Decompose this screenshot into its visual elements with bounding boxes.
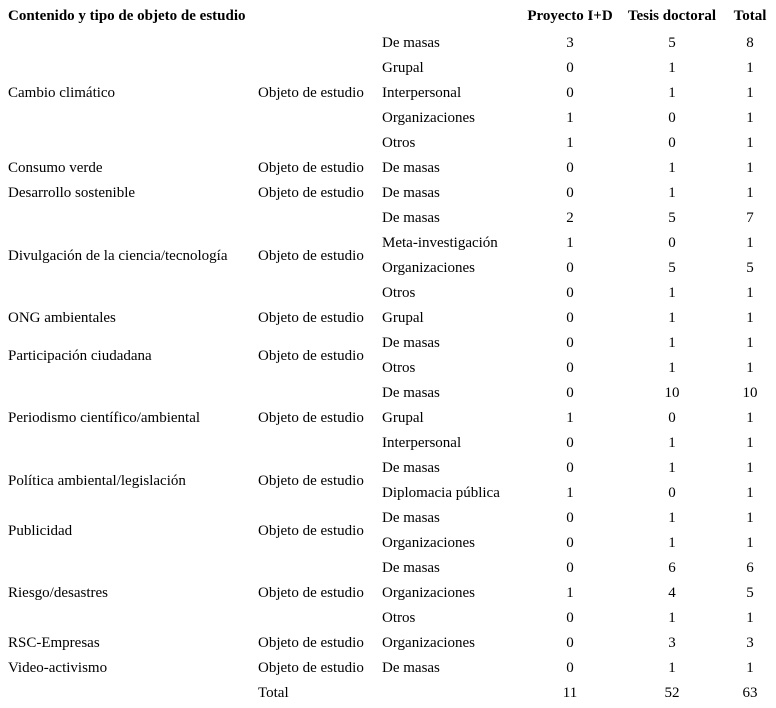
total-count-cell: 1 bbox=[746, 60, 754, 76]
content-category-cell: Publicidad bbox=[8, 522, 73, 539]
content-category-cell: Video-activismo bbox=[8, 660, 108, 676]
tesis-count-cell: 10 bbox=[664, 385, 680, 401]
tesis-count-cell: 5 bbox=[668, 35, 676, 51]
proyecto-count-cell: 0 bbox=[566, 510, 574, 526]
total-count-cell: 5 bbox=[746, 260, 754, 276]
content-category-cell: RSC-Empresas bbox=[8, 635, 100, 651]
tesis-count-cell: 1 bbox=[668, 460, 676, 476]
type-cell: Organizaciones bbox=[382, 585, 476, 601]
proyecto-count-cell: 0 bbox=[566, 260, 574, 276]
tesis-count-cell: 1 bbox=[668, 185, 676, 201]
tesis-count-cell: 0 bbox=[668, 135, 676, 151]
tesis-count-cell: 5 bbox=[668, 210, 676, 226]
proyecto-count-cell: 0 bbox=[566, 310, 574, 326]
total-count-cell: 1 bbox=[746, 485, 754, 501]
type-cell: De masas bbox=[382, 160, 440, 176]
content-category-cell: Política ambiental/legislación bbox=[8, 472, 186, 489]
table-row bbox=[0, 556, 776, 581]
table-row bbox=[0, 631, 776, 656]
proyecto-count-cell: 0 bbox=[566, 560, 574, 576]
tesis-count-cell: 1 bbox=[668, 60, 676, 76]
total-count-cell: 7 bbox=[746, 210, 754, 226]
type-cell: De masas bbox=[382, 460, 440, 476]
tesis-count-cell: 5 bbox=[668, 260, 676, 276]
objeto-de-estudio-cell: Objeto de estudio bbox=[258, 85, 364, 101]
type-cell: Otros bbox=[382, 360, 416, 376]
table-row bbox=[0, 506, 776, 531]
content-category-cell: Cambio climático bbox=[8, 85, 116, 101]
tesis-count-cell: 0 bbox=[668, 110, 676, 126]
proyecto-count-cell: 1 bbox=[566, 135, 574, 151]
proyecto-count-cell: 0 bbox=[566, 60, 574, 76]
total-count-cell: 1 bbox=[746, 610, 754, 626]
type-cell: Interpersonal bbox=[382, 85, 462, 101]
proyecto-count-cell: 0 bbox=[566, 635, 574, 651]
total-count-cell: 1 bbox=[746, 460, 754, 476]
proyecto-count-cell: 1 bbox=[566, 485, 574, 501]
total-count-cell: 1 bbox=[746, 660, 754, 676]
type-cell: De masas bbox=[382, 210, 440, 226]
total-count-cell: 1 bbox=[746, 110, 754, 126]
table-row bbox=[0, 206, 776, 231]
type-cell: De masas bbox=[382, 35, 440, 51]
type-cell: Organizaciones bbox=[382, 110, 476, 126]
total-proyecto-value: 11 bbox=[562, 685, 578, 701]
content-category-cell: ONG ambientales bbox=[8, 310, 116, 326]
tesis-count-cell: 1 bbox=[668, 435, 676, 451]
table-row bbox=[0, 456, 776, 481]
proyecto-count-cell: 0 bbox=[566, 160, 574, 176]
table-row bbox=[0, 181, 776, 206]
type-cell: Organizaciones bbox=[382, 535, 476, 551]
header-proyecto-id: Proyecto I+D bbox=[527, 8, 613, 24]
type-cell: De masas bbox=[382, 660, 440, 676]
total-tesis-value: 52 bbox=[664, 685, 680, 701]
tesis-count-cell: 1 bbox=[668, 285, 676, 301]
type-cell: De masas bbox=[382, 385, 440, 401]
type-cell: Otros bbox=[382, 610, 416, 626]
type-cell: Meta-investigación bbox=[382, 235, 498, 251]
content-category-cell: Desarrollo sostenible bbox=[8, 185, 136, 201]
total-count-cell: 8 bbox=[746, 35, 754, 51]
total-count-cell: 1 bbox=[746, 335, 754, 351]
total-count-cell: 1 bbox=[746, 510, 754, 526]
content-category-cell: Divulgación de la ciencia/tecnología bbox=[8, 247, 228, 264]
content-category-cell: Riesgo/desastres bbox=[8, 585, 108, 601]
tesis-count-cell: 1 bbox=[668, 85, 676, 101]
tesis-count-cell: 3 bbox=[668, 635, 676, 651]
table-row bbox=[0, 381, 776, 406]
header-tesis-doctoral: Tesis doctoral bbox=[627, 8, 717, 24]
content-category-cell: Participación ciudadana bbox=[8, 347, 152, 364]
objeto-de-estudio-cell: Objeto de estudio bbox=[258, 185, 364, 201]
proyecto-count-cell: 0 bbox=[566, 335, 574, 351]
type-cell: De masas bbox=[382, 510, 440, 526]
type-cell: Otros bbox=[382, 285, 416, 301]
proyecto-count-cell: 0 bbox=[566, 535, 574, 551]
type-cell: Otros bbox=[382, 135, 416, 151]
header-row bbox=[0, 2, 776, 31]
objeto-de-estudio-cell: Objeto de estudio bbox=[258, 472, 364, 489]
proyecto-count-cell: 0 bbox=[566, 460, 574, 476]
type-cell: Diplomacia pública bbox=[382, 485, 500, 501]
objeto-de-estudio-cell: Objeto de estudio bbox=[258, 410, 364, 426]
total-count-cell: 1 bbox=[746, 185, 754, 201]
table-row bbox=[0, 306, 776, 331]
tesis-count-cell: 1 bbox=[668, 535, 676, 551]
total-total-value: 63 bbox=[742, 685, 758, 701]
objeto-de-estudio-cell: Objeto de estudio bbox=[258, 347, 364, 364]
total-count-cell: 1 bbox=[746, 360, 754, 376]
tesis-count-cell: 0 bbox=[668, 485, 676, 501]
total-row-label: Total bbox=[258, 685, 289, 701]
type-cell: Organizaciones bbox=[382, 635, 476, 651]
type-cell: De masas bbox=[382, 335, 440, 351]
total-count-cell: 1 bbox=[746, 160, 754, 176]
type-cell: Grupal bbox=[382, 60, 424, 76]
total-count-cell: 1 bbox=[746, 235, 754, 251]
tesis-count-cell: 4 bbox=[668, 585, 676, 601]
proyecto-count-cell: 1 bbox=[566, 235, 574, 251]
objeto-de-estudio-cell: Objeto de estudio bbox=[258, 160, 364, 176]
proyecto-count-cell: 0 bbox=[566, 660, 574, 676]
objeto-de-estudio-cell: Objeto de estudio bbox=[258, 522, 364, 539]
type-cell: De masas bbox=[382, 185, 440, 201]
content-category-cell: Periodismo científico/ambiental bbox=[8, 410, 201, 426]
total-row-empty-category bbox=[0, 681, 250, 706]
type-cell: Grupal bbox=[382, 310, 424, 326]
content-category-cell: Consumo verde bbox=[8, 160, 103, 176]
total-count-cell: 5 bbox=[746, 585, 754, 601]
proyecto-count-cell: 0 bbox=[566, 610, 574, 626]
objeto-de-estudio-cell: Objeto de estudio bbox=[258, 585, 364, 601]
proyecto-count-cell: 0 bbox=[566, 385, 574, 401]
type-cell: Interpersonal bbox=[382, 435, 462, 451]
proyecto-count-cell: 1 bbox=[566, 585, 574, 601]
total-count-cell: 1 bbox=[746, 535, 754, 551]
proyecto-count-cell: 1 bbox=[566, 410, 574, 426]
type-cell: Organizaciones bbox=[382, 260, 476, 276]
tesis-count-cell: 1 bbox=[668, 610, 676, 626]
total-count-cell: 1 bbox=[746, 135, 754, 151]
tesis-count-cell: 6 bbox=[668, 560, 676, 576]
proyecto-count-cell: 0 bbox=[566, 285, 574, 301]
tesis-count-cell: 0 bbox=[668, 410, 676, 426]
objeto-de-estudio-cell: Objeto de estudio bbox=[258, 660, 364, 676]
tesis-count-cell: 1 bbox=[668, 660, 676, 676]
proyecto-count-cell: 1 bbox=[566, 110, 574, 126]
table-row bbox=[0, 656, 776, 681]
proyecto-count-cell: 0 bbox=[566, 435, 574, 451]
tesis-count-cell: 1 bbox=[668, 510, 676, 526]
proyecto-count-cell: 0 bbox=[566, 185, 574, 201]
table-body bbox=[0, 31, 776, 681]
total-count-cell: 1 bbox=[746, 85, 754, 101]
type-cell: De masas bbox=[382, 560, 440, 576]
header-total: Total bbox=[733, 8, 767, 24]
proyecto-count-cell: 0 bbox=[566, 360, 574, 376]
table-row bbox=[0, 331, 776, 356]
total-row bbox=[0, 681, 776, 706]
total-count-cell: 1 bbox=[746, 285, 754, 301]
tesis-count-cell: 1 bbox=[668, 360, 676, 376]
objeto-de-estudio-cell: Objeto de estudio bbox=[258, 635, 364, 651]
proyecto-count-cell: 0 bbox=[566, 85, 574, 101]
total-count-cell: 3 bbox=[746, 635, 754, 651]
tesis-count-cell: 1 bbox=[668, 160, 676, 176]
table-row bbox=[0, 31, 776, 56]
total-count-cell: 1 bbox=[746, 435, 754, 451]
total-count-cell: 6 bbox=[746, 560, 754, 576]
objeto-de-estudio-cell: Objeto de estudio bbox=[258, 310, 364, 326]
total-count-cell: 1 bbox=[746, 410, 754, 426]
proyecto-count-cell: 3 bbox=[566, 35, 574, 51]
total-count-cell: 1 bbox=[746, 310, 754, 326]
study-object-table bbox=[0, 2, 776, 706]
objeto-de-estudio-cell: Objeto de estudio bbox=[258, 247, 364, 264]
table-row bbox=[0, 156, 776, 181]
proyecto-count-cell: 2 bbox=[566, 210, 574, 226]
header-contenido: Contenido y tipo de objeto de estudio bbox=[8, 8, 246, 24]
tesis-count-cell: 0 bbox=[668, 235, 676, 251]
total-count-cell: 10 bbox=[742, 385, 758, 401]
type-cell: Grupal bbox=[382, 410, 424, 426]
tesis-count-cell: 1 bbox=[668, 335, 676, 351]
tesis-count-cell: 1 bbox=[668, 310, 676, 326]
total-row-empty-type bbox=[374, 681, 520, 706]
